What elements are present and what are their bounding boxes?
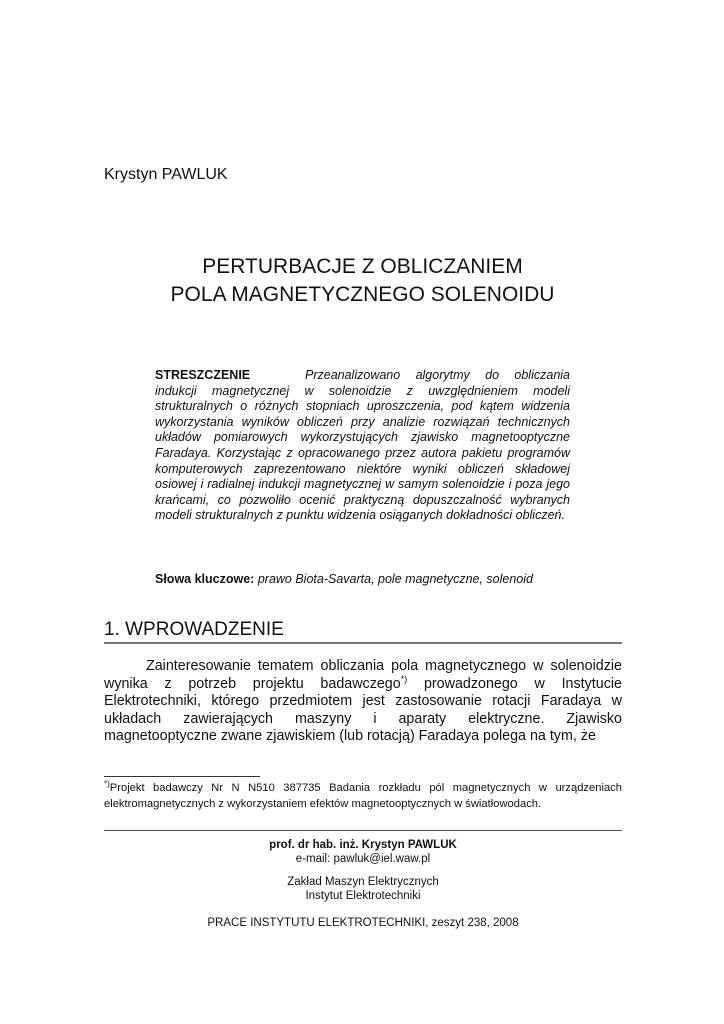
abstract-label: STRESZCZENIE bbox=[155, 368, 251, 382]
affiliation-department: Zakład Maszyn Elektrycznych bbox=[287, 876, 439, 888]
footnote-divider bbox=[104, 776, 260, 777]
keywords-text: prawo Biota-Savarta, pole magnetyczne, solenoid bbox=[257, 572, 533, 586]
affiliation-email: e-mail: pawluk@iel.waw.pl bbox=[295, 853, 431, 865]
journal-reference: PRACE INSTYTUTU ELEKTROTECHNIKI, zeszyt 238, 2008 bbox=[207, 917, 519, 929]
footnote-mark: *) bbox=[104, 779, 110, 789]
keywords bbox=[155, 572, 570, 586]
section-divider bbox=[104, 642, 622, 644]
paper-title-line-2: POLA MAGNETYCZNEGO SOLENOIDU bbox=[170, 283, 555, 306]
paper-title-line-1: PERTURBACJE Z OBLICZANIEM bbox=[202, 255, 523, 278]
body-text-part-2: prowadzonego w Instytucie Elektrotechniki, którego przedmiotem jest zastosowanie rotacji Faradaya w układach zawierających maszyny i aparaty elektryczne. Zjawisko magnetooptyczne zwane zjawiskiem (lub rotacją) Faradaya polega na tym, że bbox=[104, 675, 622, 745]
section-heading: 1. WPROWADZENIE bbox=[104, 619, 284, 640]
abstract bbox=[155, 368, 570, 524]
affiliation-institute: Instytut Elektrotechniki bbox=[305, 890, 421, 902]
footer-divider bbox=[104, 830, 622, 831]
footnote bbox=[104, 780, 622, 812]
keywords-label: Słowa kluczowe: bbox=[155, 572, 255, 586]
affiliation-name: prof. dr hab. inż. Krystyn PAWLUK bbox=[269, 839, 457, 851]
footnote-reference[interactable]: *) bbox=[400, 673, 408, 684]
body-text-part-1: Zainteresowanie tematem obliczania pola magnetycznego w solenoidzie wynika z potrzeb projektu badawczego bbox=[104, 658, 622, 692]
abstract-text: Przeanalizowano algorytmy do obliczania indukcji magnetycznej w solenoidzie z uwzględnieniem modeli strukturalnych o różnych stopniach uproszczenia, pod kątem widzenia wykorzystania wyników obliczeń przy analizie rozwiązań technicznych układów pomiarowych wykorzystujących zjawisko magnetooptyczne Faradaya. Korzystając z opracowanego przez autora pakietu programów komputerowych zaprezentowano niektóre wyniki obliczeń składowej osiowej i radialnej indukcji magnetycznej w samym solenoidzie i poza jego krańcami, co pozwoliło ocenić praktyczną dopuszczalność wybranych modeli strukturalnych z punktu widzenia osiąganych dokładności obliczeń. bbox=[155, 368, 570, 523]
footnote-text: Projekt badawczy Nr N N510 387735 Badania rozkładu pól magnetycznych w urządzeniach elektromagnetycznych z wykorzystaniem efektów magnetooptycznych w światłowodach. bbox=[104, 782, 622, 810]
author-name: Krystyn PAWLUK bbox=[104, 166, 228, 183]
section-body bbox=[104, 658, 622, 746]
